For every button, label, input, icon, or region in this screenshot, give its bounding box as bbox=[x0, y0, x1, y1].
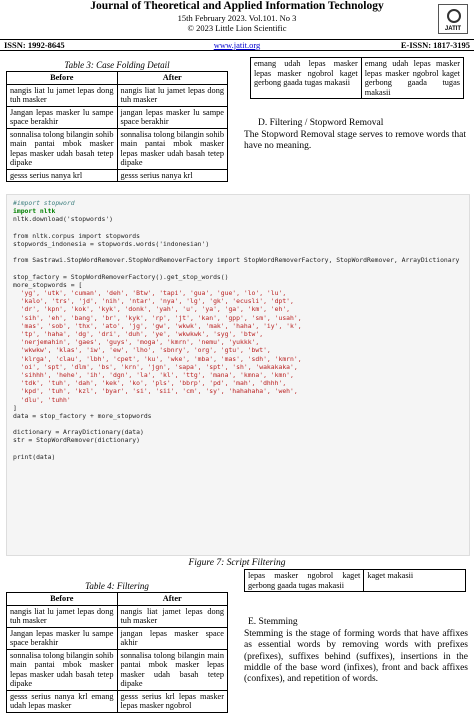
table-row bbox=[7, 690, 228, 712]
code-line: data = stop_factory + more_stopwords bbox=[13, 411, 152, 420]
table-cell: Jangan lepas masker lu sampe space berakhir bbox=[7, 106, 118, 128]
code-line: #import stopword bbox=[13, 199, 75, 207]
code-line: str = StopWordRemover(dictionary) bbox=[13, 436, 140, 445]
issn: ISSN: 1992-8645 bbox=[4, 40, 65, 50]
table-cell: jangan lepas masker space akhir bbox=[117, 627, 228, 649]
table-cell: nangis liat lu jamet lepas dong tuh masker bbox=[7, 605, 118, 627]
table-cell: sonnalisa tolong bilangin main pantai mbok masker lepas masker udah basah tetep dipake bbox=[117, 649, 228, 690]
table-row bbox=[7, 169, 228, 182]
code-line: print(data) bbox=[13, 452, 56, 461]
logo-text: JATIT bbox=[444, 26, 462, 32]
journal-title: Journal of Theoretical and Applied Information Technology bbox=[90, 0, 384, 12]
table-row bbox=[7, 649, 228, 690]
code-line: 'oi', 'spt', 'dlm', 'bs', 'krn', 'jgn', 'sapa', 'spt', 'sh', 'wakakaka', bbox=[13, 362, 298, 371]
table3 bbox=[6, 71, 228, 182]
table-row bbox=[7, 106, 228, 128]
journal-date: 15th February 2023. Vol.101. No 3 bbox=[177, 13, 297, 23]
table4-header-before: Before bbox=[7, 593, 118, 606]
code-line bbox=[13, 224, 463, 232]
table-row bbox=[251, 58, 464, 99]
table-cell: gesss serius nanya krl bbox=[117, 169, 228, 182]
code-line: dictionary = ArrayDictionary(data) bbox=[13, 428, 144, 437]
table-cell: nangis liat lu jamet lepas dong tuh masker bbox=[117, 84, 228, 106]
table-cell: jangan lepas masker lu sampe space berakhir bbox=[117, 106, 228, 128]
code-line: import nltk bbox=[13, 207, 56, 216]
code-line: more_stopwords = [ bbox=[13, 280, 83, 289]
code-line bbox=[13, 265, 463, 273]
code-line bbox=[13, 445, 463, 453]
code-line: nltk.download('stopwords') bbox=[13, 215, 114, 224]
code-line: 'tdk', 'tuh', 'dah', 'kek', 'ko', 'pls', 'bbrp', 'pd', 'mah', 'dhhh', bbox=[13, 379, 287, 388]
website-link[interactable]: www.jatit.org bbox=[213, 40, 261, 50]
table4-caption: Table 4: Filtering bbox=[85, 581, 149, 591]
section-d-title: D. Filtering / Stopword Removal bbox=[258, 118, 384, 128]
code-line: 'yg', 'utk', 'cuman', 'deh', 'Btw', 'tapi', 'gua', 'gue', 'lo', 'lu', bbox=[13, 289, 287, 298]
code-line: 'tp', 'haha', 'dg', 'dri', 'duh', 'ye', 'wkwkwk', 'syg', 'btw', bbox=[13, 330, 264, 338]
table4-continued bbox=[244, 569, 466, 592]
code-line: 'kpd', 'tuh', 'kzl', 'byar', 'si', 'sii', 'cm', 'sy', 'hahahaha', 'weh', bbox=[13, 387, 298, 396]
code-line: 'sihhh', 'hehe', 'ih', 'dgn', 'la', 'kl', 'ttg', 'mana', 'kmna', 'kmn', bbox=[13, 370, 294, 379]
code-line bbox=[13, 420, 463, 428]
code-line: 'klrga', 'clau', 'lbh', 'cpet', 'ku', 'wke', 'mba', 'mas', 'sdh', 'kmrn', bbox=[13, 354, 302, 363]
issn-bar bbox=[0, 39, 474, 51]
code-line: from nltk.corpus import stopwords bbox=[13, 231, 140, 240]
page-header bbox=[0, 0, 474, 52]
code-figure bbox=[6, 194, 470, 556]
code-line: 'nerjemahin', 'gaes', 'guys', 'moga', 'kmrn', 'nemu', 'yukkk', bbox=[13, 338, 260, 347]
section-e-body: Stemming is the stage of forming words that have affixes as essential words by removing words with prefixes (prefixes), suffixes behind (suffixes), insertions in the middle of the base word (infixes), front and back affixes (confixes), and repetition of words. bbox=[244, 629, 468, 685]
table-cell: sonnalisa tolong bilangin sohib main pantai mbok masker lepas masker udah basah tetep dipake bbox=[117, 128, 228, 169]
table-cell: gesss serius krl lepas masker lepas masker ngobrol bbox=[117, 690, 228, 712]
table4 bbox=[6, 592, 228, 713]
logo-mark-icon bbox=[447, 9, 461, 23]
table-cell: emang udah lepas masker lepas masker ngobrol kaget gerbong gaada tugas makasii bbox=[251, 58, 362, 99]
section-d-body: The Stopword Removal stage serves to remove words that have no meaning. bbox=[244, 130, 466, 151]
code-line: from Sastrawi.StopWordRemover.StopWordRemoverFactory import StopWordRemoverFactory, StopWordRemover, ArrayDictionary bbox=[13, 256, 460, 265]
code-line: stop_factory = StopWordRemoverFactory().get_stop_words() bbox=[13, 272, 229, 281]
table-cell: sonnalisa tolong bilangin sohib main pantai mbok masker lepas masker udah basah tetep dipake bbox=[7, 128, 118, 169]
table-row bbox=[7, 605, 228, 627]
code-line: 'dlu', 'tuhh' bbox=[13, 395, 71, 404]
code-line: 'wkwkw', 'klas', 'iw', 'ew', 'lho', 'sbnry', 'org', 'gtu', 'bwt', bbox=[13, 346, 271, 355]
table3-continued bbox=[250, 57, 464, 99]
journal-logo bbox=[438, 4, 468, 34]
table-row bbox=[7, 627, 228, 649]
table-row bbox=[245, 570, 466, 592]
table-cell: Jangan lepas masker lu sampe space berakhir bbox=[7, 627, 118, 649]
section-e-title: E. Stemming bbox=[248, 617, 298, 627]
table-cell: kaget makasii bbox=[364, 570, 466, 592]
figure7-caption: Figure 7: Script Filtering bbox=[188, 558, 286, 568]
table-cell: gesss serius nanya krl emang udah lepas masker bbox=[7, 690, 118, 712]
table-cell: nangis liat lu jamet lepas dong tuh masker bbox=[7, 84, 118, 106]
table3-header-after: After bbox=[117, 72, 228, 85]
table-cell: nangis liat jamet lepas dong tuh masker bbox=[117, 605, 228, 627]
table-row bbox=[7, 128, 228, 169]
table-cell: lepas masker ngobrol kaget gerbong gaada tugas makasii bbox=[245, 570, 364, 592]
code-line: 'dr', 'kpn', 'kok', 'kyk', 'donk', 'yah', 'u', 'ya', 'ga', 'km', 'eh', bbox=[13, 305, 291, 314]
code-line: 'kalo', 'trs', 'jd', 'nih', 'ntar', 'nya', 'lg', 'gk', 'ecusli', 'dpt', bbox=[13, 297, 294, 306]
table-cell: emang udah lepas masker lepas masker ngobrol kaget gerbong gaada tugas makasii bbox=[361, 58, 463, 99]
table3-header-before: Before bbox=[7, 72, 118, 85]
table3-caption: Table 3: Case Folding Detail bbox=[64, 60, 170, 70]
code-line bbox=[13, 248, 463, 256]
table-row bbox=[7, 84, 228, 106]
journal-copyright: © 2023 Little Lion Scientific bbox=[187, 23, 287, 33]
code-line: ] bbox=[13, 403, 17, 412]
table4-header-after: After bbox=[117, 593, 228, 606]
table-cell: gesss serius nanya krl bbox=[7, 169, 118, 182]
code-line: 'mas', 'sob', 'thx', 'ato', 'jg', 'gw', 'wkwk', 'mak', 'haha', 'iy', 'k', bbox=[13, 321, 302, 330]
table-cell: sonnalisa tolong bilangin sohib main pantai mbok masker lepas masker udah basah tetep dipake bbox=[7, 649, 118, 690]
code-line: 'sih', 'eh', 'bang', 'br', 'kyk', 'rp', 'jt', 'kan', 'gpp', 'sm', 'usah', bbox=[13, 313, 302, 322]
eissn: E-ISSN: 1817-3195 bbox=[400, 40, 470, 50]
code-line: stopwords_indonesia = stopwords.words('indonesian') bbox=[13, 239, 210, 248]
